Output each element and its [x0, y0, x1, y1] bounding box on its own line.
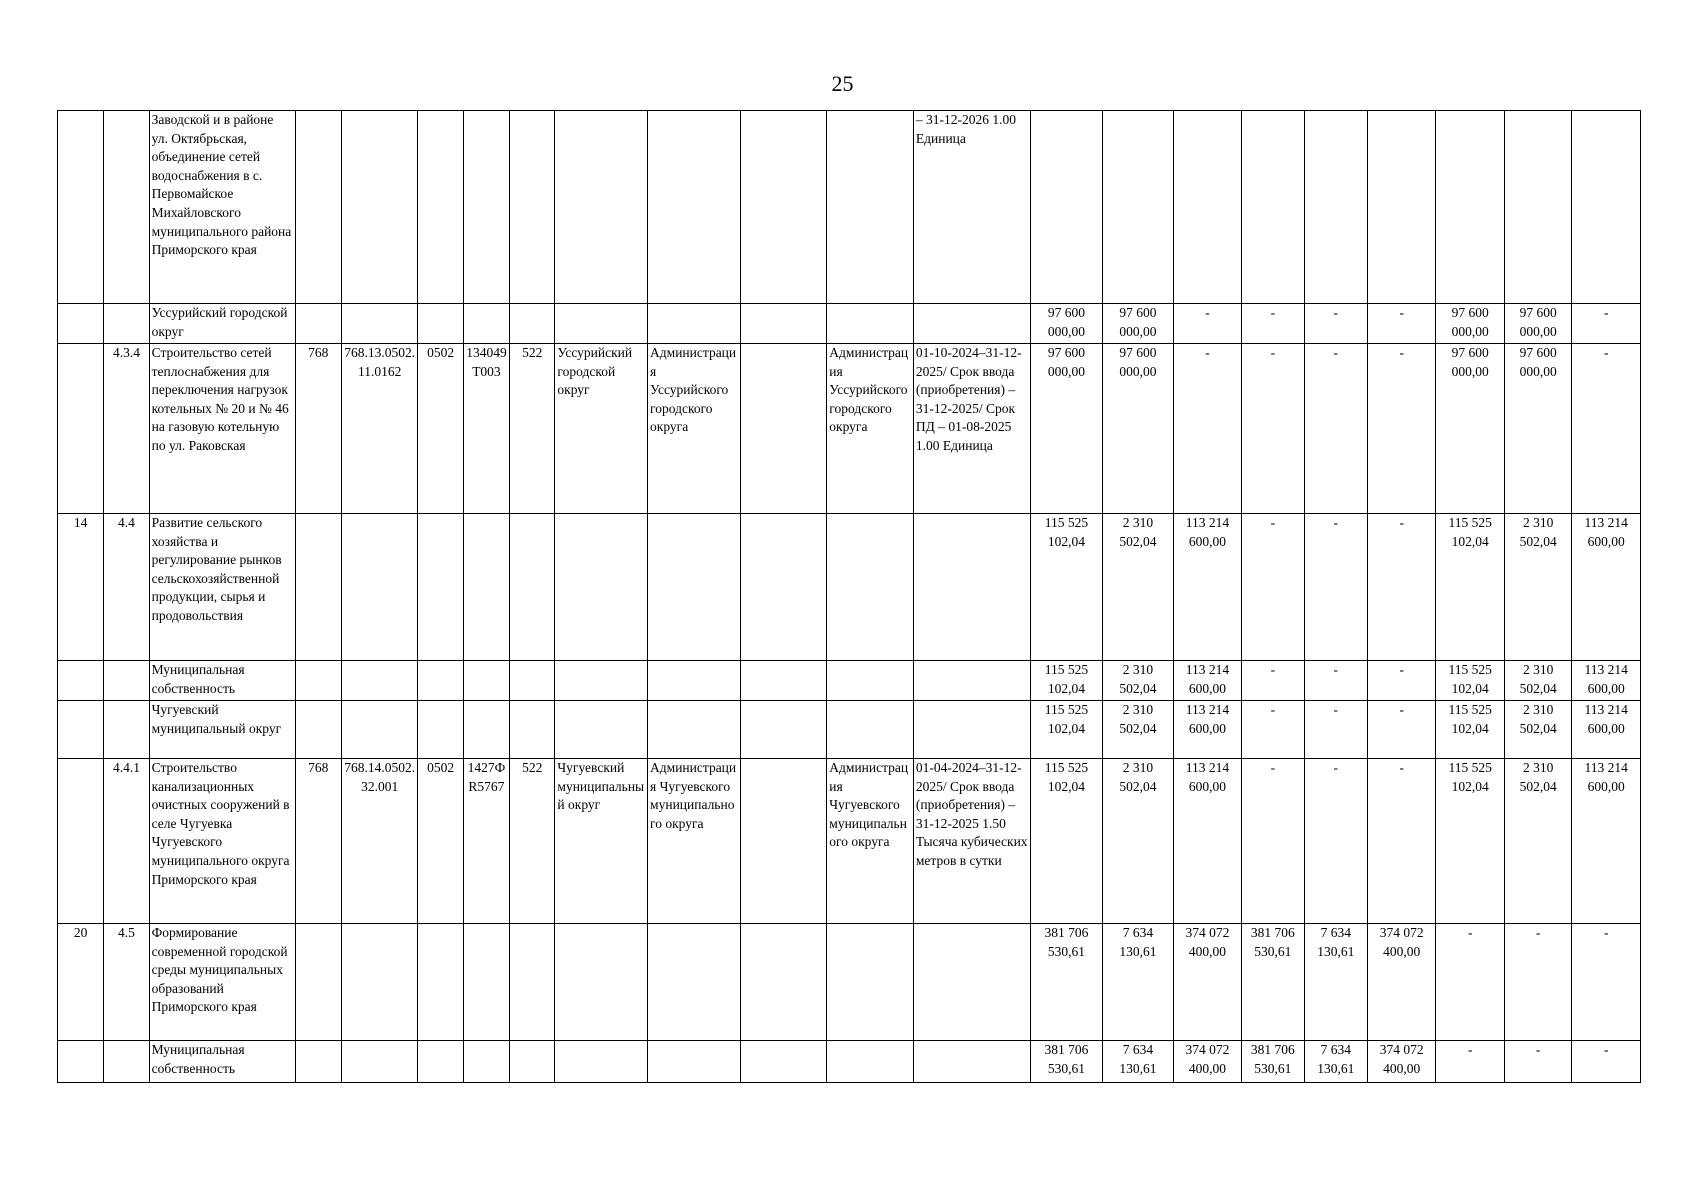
cell-expense-code: 134049Т003 — [463, 344, 509, 514]
cell-federal-amount — [1173, 111, 1241, 304]
cell-amount-2025-federal — [1572, 111, 1641, 304]
cell-target-article — [341, 304, 418, 344]
cell-expense-type — [510, 1041, 555, 1083]
cell-item-code: 4.5 — [104, 924, 149, 1041]
cell-regional-amount: 2 310 502,04 — [1103, 701, 1173, 759]
cell-deadline-capacity — [913, 514, 1030, 661]
cell-amount-2024-federal: - — [1367, 344, 1435, 514]
cell-amount-2025-federal: - — [1572, 924, 1641, 1041]
cell-municipality — [555, 514, 648, 661]
cell-expense-type — [510, 514, 555, 661]
cell-row-number — [58, 1041, 104, 1083]
cell-section-code — [418, 304, 463, 344]
cell-grbs-code: 768 — [295, 344, 341, 514]
cell-section-code — [418, 111, 463, 304]
cell-amount-2025-total — [1436, 111, 1504, 304]
cell-amount-2024-total: - — [1242, 304, 1304, 344]
cell-expense-type — [510, 924, 555, 1041]
cell-grbs-code — [295, 304, 341, 344]
cell-expense-code — [463, 1041, 509, 1083]
cell-federal-amount: - — [1173, 344, 1241, 514]
cell-target-article — [341, 514, 418, 661]
cell-section-code — [418, 701, 463, 759]
cell-amount-2025-regional: 97 600 000,00 — [1504, 304, 1571, 344]
cell-total-amount: 381 706 530,61 — [1030, 924, 1103, 1041]
cell-developer — [827, 924, 914, 1041]
cell-reserve — [740, 661, 827, 701]
cell-grbs-code — [295, 701, 341, 759]
cell-amount-2024-total: - — [1242, 661, 1304, 701]
cell-total-amount: 97 600 000,00 — [1030, 344, 1103, 514]
cell-target-article: 768.14.0502.32.001 — [341, 759, 418, 924]
cell-row-number: 20 — [58, 924, 104, 1041]
cell-amount-2024-federal: - — [1367, 661, 1435, 701]
cell-amount-2025-regional: 2 310 502,04 — [1504, 701, 1571, 759]
cell-amount-2024-regional: 7 634 130,61 — [1304, 924, 1367, 1041]
cell-section-code — [418, 924, 463, 1041]
cell-row-number — [58, 304, 104, 344]
cell-regional-amount: 97 600 000,00 — [1103, 304, 1173, 344]
cell-target-article — [341, 1041, 418, 1083]
cell-municipality — [555, 661, 648, 701]
cell-municipality — [555, 111, 648, 304]
cell-amount-2025-total: 97 600 000,00 — [1436, 344, 1504, 514]
cell-expense-code: 1427ФR5767 — [463, 759, 509, 924]
cell-customer: Администрация Чугуевского муниципального округа — [648, 759, 741, 924]
cell-developer — [827, 304, 914, 344]
cell-reserve — [740, 344, 827, 514]
cell-amount-2025-regional — [1504, 111, 1571, 304]
cell-item-name: Муниципальная собственность — [149, 661, 295, 701]
cell-section-code — [418, 514, 463, 661]
cell-total-amount: 115 525 102,04 — [1030, 661, 1103, 701]
cell-target-article — [341, 924, 418, 1041]
cell-item-name: Строительство сетей теплоснабжения для переключения нагрузок котельных № 20 и № 46 на газовую котельную по ул. Раковская — [149, 344, 295, 514]
cell-target-article: 768.13.0502.11.0162 — [341, 344, 418, 514]
cell-section-code: 0502 — [418, 759, 463, 924]
cell-amount-2024-regional — [1304, 111, 1367, 304]
cell-amount-2024-federal: - — [1367, 304, 1435, 344]
cell-deadline-capacity: 01-04-2024–31-12-2025/ Срок ввода (приобретения) – 31-12-2025 1.50 Тысяча кубических метров в сутки — [913, 759, 1030, 924]
cell-row-number — [58, 759, 104, 924]
cell-developer: Администрация Чугуевского муниципального округа — [827, 759, 914, 924]
cell-reserve — [740, 701, 827, 759]
cell-amount-2025-total: 115 525 102,04 — [1436, 701, 1504, 759]
cell-amount-2025-federal: 113 214 600,00 — [1572, 759, 1641, 924]
cell-customer — [648, 924, 741, 1041]
cell-total-amount: 115 525 102,04 — [1030, 701, 1103, 759]
cell-item-name: Заводской и в районе ул. Октябрьская, объединение сетей водоснабжения в с. Первомайское Михайловского муниципального района Приморского края — [149, 111, 295, 304]
cell-row-number: 14 — [58, 514, 104, 661]
cell-expense-type: 522 — [510, 759, 555, 924]
cell-expense-type — [510, 701, 555, 759]
cell-target-article — [341, 701, 418, 759]
cell-amount-2025-regional: 2 310 502,04 — [1504, 514, 1571, 661]
cell-federal-amount: 113 214 600,00 — [1173, 514, 1241, 661]
cell-developer — [827, 514, 914, 661]
cell-expense-code — [463, 701, 509, 759]
cell-amount-2025-regional: 2 310 502,04 — [1504, 759, 1571, 924]
cell-row-number — [58, 701, 104, 759]
cell-amount-2024-federal: - — [1367, 759, 1435, 924]
cell-deadline-capacity: 01-10-2024–31-12-2025/ Срок ввода (приобретения) – 31-12-2025/ Срок ПД – 01-08-2025 1.00 Единица — [913, 344, 1030, 514]
cell-row-number — [58, 661, 104, 701]
cell-expense-code — [463, 304, 509, 344]
cell-grbs-code — [295, 514, 341, 661]
cell-amount-2024-total: - — [1242, 759, 1304, 924]
cell-amount-2024-total: 381 706 530,61 — [1242, 1041, 1304, 1083]
cell-expense-code — [463, 514, 509, 661]
cell-customer — [648, 514, 741, 661]
cell-developer — [827, 1041, 914, 1083]
budget-table — [57, 110, 1641, 1083]
cell-amount-2024-regional: - — [1304, 304, 1367, 344]
cell-expense-type — [510, 304, 555, 344]
cell-reserve — [740, 304, 827, 344]
cell-reserve — [740, 924, 827, 1041]
cell-reserve — [740, 759, 827, 924]
cell-amount-2024-total: - — [1242, 701, 1304, 759]
cell-customer: Администрация Уссурийского городского округа — [648, 344, 741, 514]
cell-total-amount — [1030, 111, 1103, 304]
cell-regional-amount: 2 310 502,04 — [1103, 514, 1173, 661]
cell-municipality — [555, 701, 648, 759]
cell-federal-amount: 374 072 400,00 — [1173, 924, 1241, 1041]
table-row — [58, 924, 1641, 1041]
cell-item-code — [104, 701, 149, 759]
cell-expense-code — [463, 924, 509, 1041]
cell-amount-2025-federal: - — [1572, 304, 1641, 344]
cell-item-code: 4.3.4 — [104, 344, 149, 514]
cell-item-name: Развитие сельского хозяйства и регулирование рынков сельскохозяйственной продукции, сырья и продовольствия — [149, 514, 295, 661]
cell-expense-type: 522 — [510, 344, 555, 514]
cell-amount-2024-regional: 7 634 130,61 — [1304, 1041, 1367, 1083]
cell-regional-amount: 2 310 502,04 — [1103, 661, 1173, 701]
cell-developer: Администрация Уссурийского городского округа — [827, 344, 914, 514]
cell-deadline-capacity — [913, 661, 1030, 701]
cell-total-amount: 115 525 102,04 — [1030, 514, 1103, 661]
cell-row-number — [58, 344, 104, 514]
cell-grbs-code — [295, 111, 341, 304]
cell-amount-2025-total: 115 525 102,04 — [1436, 514, 1504, 661]
cell-section-code — [418, 661, 463, 701]
cell-grbs-code — [295, 661, 341, 701]
cell-deadline-capacity: – 31-12-2026 1.00 Единица — [913, 111, 1030, 304]
cell-amount-2024-federal: 374 072 400,00 — [1367, 1041, 1435, 1083]
cell-amount-2025-federal: - — [1572, 1041, 1641, 1083]
page-number: 25 — [831, 71, 854, 96]
cell-regional-amount: 7 634 130,61 — [1103, 924, 1173, 1041]
cell-municipality — [555, 1041, 648, 1083]
cell-municipality: Уссурийский городской округ — [555, 344, 648, 514]
cell-customer — [648, 701, 741, 759]
cell-grbs-code — [295, 924, 341, 1041]
cell-reserve — [740, 111, 827, 304]
cell-federal-amount: 113 214 600,00 — [1173, 759, 1241, 924]
cell-amount-2024-regional: - — [1304, 701, 1367, 759]
cell-customer — [648, 304, 741, 344]
cell-developer — [827, 111, 914, 304]
cell-section-code — [418, 1041, 463, 1083]
cell-federal-amount: - — [1173, 304, 1241, 344]
cell-deadline-capacity — [913, 924, 1030, 1041]
cell-expense-code — [463, 661, 509, 701]
cell-deadline-capacity — [913, 304, 1030, 344]
table-row — [58, 514, 1641, 661]
cell-reserve — [740, 514, 827, 661]
cell-amount-2025-total: 115 525 102,04 — [1436, 759, 1504, 924]
cell-municipality: Чугуевский муниципальный округ — [555, 759, 648, 924]
cell-amount-2025-regional: 97 600 000,00 — [1504, 344, 1571, 514]
cell-expense-code — [463, 111, 509, 304]
cell-target-article — [341, 111, 418, 304]
table-row — [58, 344, 1641, 514]
table-row — [58, 661, 1641, 701]
cell-amount-2025-federal: - — [1572, 344, 1641, 514]
cell-customer — [648, 661, 741, 701]
cell-amount-2024-regional: - — [1304, 514, 1367, 661]
cell-item-name: Уссурийский городской округ — [149, 304, 295, 344]
cell-item-code: 4.4.1 — [104, 759, 149, 924]
cell-amount-2024-federal — [1367, 111, 1435, 304]
cell-developer — [827, 661, 914, 701]
cell-grbs-code: 768 — [295, 759, 341, 924]
cell-amount-2025-regional: - — [1504, 924, 1571, 1041]
cell-federal-amount: 374 072 400,00 — [1173, 1041, 1241, 1083]
cell-amount-2024-total: - — [1242, 344, 1304, 514]
cell-item-code: 4.4 — [104, 514, 149, 661]
cell-expense-type — [510, 661, 555, 701]
cell-total-amount: 381 706 530,61 — [1030, 1041, 1103, 1083]
cell-municipality — [555, 304, 648, 344]
cell-amount-2025-federal: 113 214 600,00 — [1572, 514, 1641, 661]
cell-regional-amount: 97 600 000,00 — [1103, 344, 1173, 514]
table-row — [58, 701, 1641, 759]
cell-amount-2025-total: 115 525 102,04 — [1436, 661, 1504, 701]
cell-amount-2024-federal: - — [1367, 514, 1435, 661]
cell-amount-2025-regional: 2 310 502,04 — [1504, 661, 1571, 701]
cell-item-code — [104, 304, 149, 344]
table-row — [58, 304, 1641, 344]
cell-amount-2024-regional: - — [1304, 661, 1367, 701]
cell-amount-2025-regional: - — [1504, 1041, 1571, 1083]
cell-item-name: Чугуевский муниципальный округ — [149, 701, 295, 759]
cell-amount-2025-federal: 113 214 600,00 — [1572, 701, 1641, 759]
cell-amount-2024-total — [1242, 111, 1304, 304]
cell-item-code — [104, 111, 149, 304]
cell-amount-2025-total: 97 600 000,00 — [1436, 304, 1504, 344]
cell-regional-amount: 7 634 130,61 — [1103, 1041, 1173, 1083]
cell-customer — [648, 1041, 741, 1083]
cell-amount-2025-total: - — [1436, 1041, 1504, 1083]
cell-amount-2025-total: - — [1436, 924, 1504, 1041]
cell-regional-amount — [1103, 111, 1173, 304]
cell-amount-2024-regional: - — [1304, 759, 1367, 924]
cell-target-article — [341, 661, 418, 701]
table-row — [58, 759, 1641, 924]
cell-expense-type — [510, 111, 555, 304]
cell-customer — [648, 111, 741, 304]
cell-municipality — [555, 924, 648, 1041]
table-row — [58, 111, 1641, 304]
table-row — [58, 1041, 1641, 1083]
cell-row-number — [58, 111, 104, 304]
cell-item-name: Формирование современной городской среды муниципальных образований Приморского края — [149, 924, 295, 1041]
cell-amount-2025-federal: 113 214 600,00 — [1572, 661, 1641, 701]
cell-regional-amount: 2 310 502,04 — [1103, 759, 1173, 924]
cell-grbs-code — [295, 1041, 341, 1083]
cell-section-code: 0502 — [418, 344, 463, 514]
cell-federal-amount: 113 214 600,00 — [1173, 661, 1241, 701]
cell-total-amount: 115 525 102,04 — [1030, 759, 1103, 924]
cell-item-name: Строительство канализационных очистных сооружений в селе Чугуевка Чугуевского муниципального округа Приморского края — [149, 759, 295, 924]
cell-deadline-capacity — [913, 1041, 1030, 1083]
cell-item-name: Муниципальная собственность — [149, 1041, 295, 1083]
cell-item-code — [104, 1041, 149, 1083]
cell-item-code — [104, 661, 149, 701]
cell-amount-2024-regional: - — [1304, 344, 1367, 514]
cell-amount-2024-total: 381 706 530,61 — [1242, 924, 1304, 1041]
cell-deadline-capacity — [913, 701, 1030, 759]
cell-amount-2024-federal: 374 072 400,00 — [1367, 924, 1435, 1041]
cell-federal-amount: 113 214 600,00 — [1173, 701, 1241, 759]
cell-developer — [827, 701, 914, 759]
cell-reserve — [740, 1041, 827, 1083]
cell-amount-2024-federal: - — [1367, 701, 1435, 759]
cell-total-amount: 97 600 000,00 — [1030, 304, 1103, 344]
cell-amount-2024-total: - — [1242, 514, 1304, 661]
